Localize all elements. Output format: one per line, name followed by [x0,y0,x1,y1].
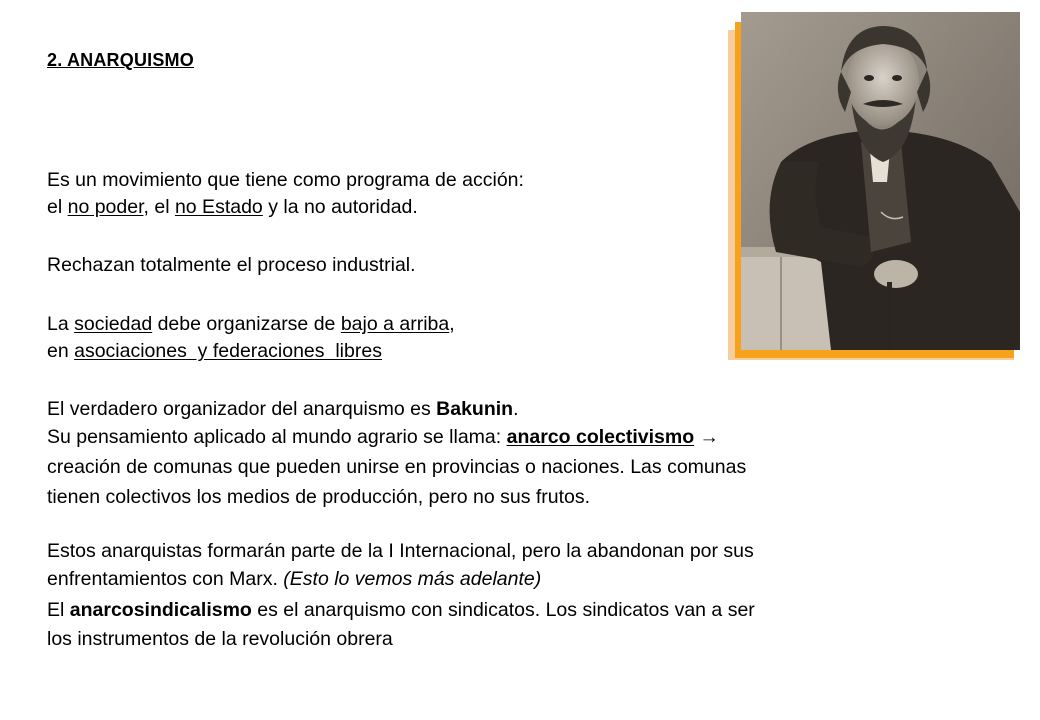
text-fragment: . [513,398,519,420]
text-line: los instrumentos de la revolución obrera [47,628,393,650]
text-fragment: La [47,313,75,335]
underlined-term: asociaciones y federaciones libres [74,340,382,362]
text-fragment: y la no autoridad. [262,196,418,218]
bold-term: Bakunin [436,398,514,420]
text-fragment: en [47,340,75,362]
text-line [47,567,541,591]
text-line: Rechazan totalmente el proceso industrial. [47,254,416,276]
bold-underlined-term: anarco colectivismo [506,426,695,448]
text-line [47,312,455,336]
underlined-term: bajo a arriba [340,313,450,335]
text-line [47,195,418,219]
text-fragment: → [694,426,720,448]
text-fragment: enfrentamientos con Marx. [47,568,284,590]
underlined-term: sociedad [74,313,153,335]
text-line [47,425,719,449]
italic-note: (Esto lo vemos más adelante) [283,568,542,590]
bold-term: anarcosindicalismo [69,599,252,621]
text-fragment: Su pensamiento aplicado al mundo agrario se llama: [47,426,507,448]
text-line: creación de comunas que pueden unirse en provincias o naciones. Las comunas [47,456,747,478]
text-fragment: el [47,196,68,218]
text-fragment: El [47,599,70,621]
slide-title: 2. ANARQUISMO [47,50,194,70]
text-fragment: El verdadero organizador del anarquismo es [47,398,437,420]
text-fragment: debe organizarse de [152,313,341,335]
text-line [47,598,755,622]
underlined-term: no Estado [174,196,263,218]
text-line: Es un movimiento que tiene como programa de acción: [47,169,524,191]
text-fragment: es el anarquismo con sindicatos. Los sindicatos van a ser [251,599,755,621]
text-line: tienen colectivos los medios de producción, pero no sus frutos. [47,486,591,508]
text-fragment: , el [143,196,175,218]
text-line [47,397,519,421]
underlined-term: no poder [67,196,144,218]
text-fragment: , [449,313,455,335]
text-line [47,339,382,363]
portrait-photo [741,12,1020,350]
text-line: Estos anarquistas formarán parte de la I Internacional, pero la abandonan por sus [47,540,754,562]
